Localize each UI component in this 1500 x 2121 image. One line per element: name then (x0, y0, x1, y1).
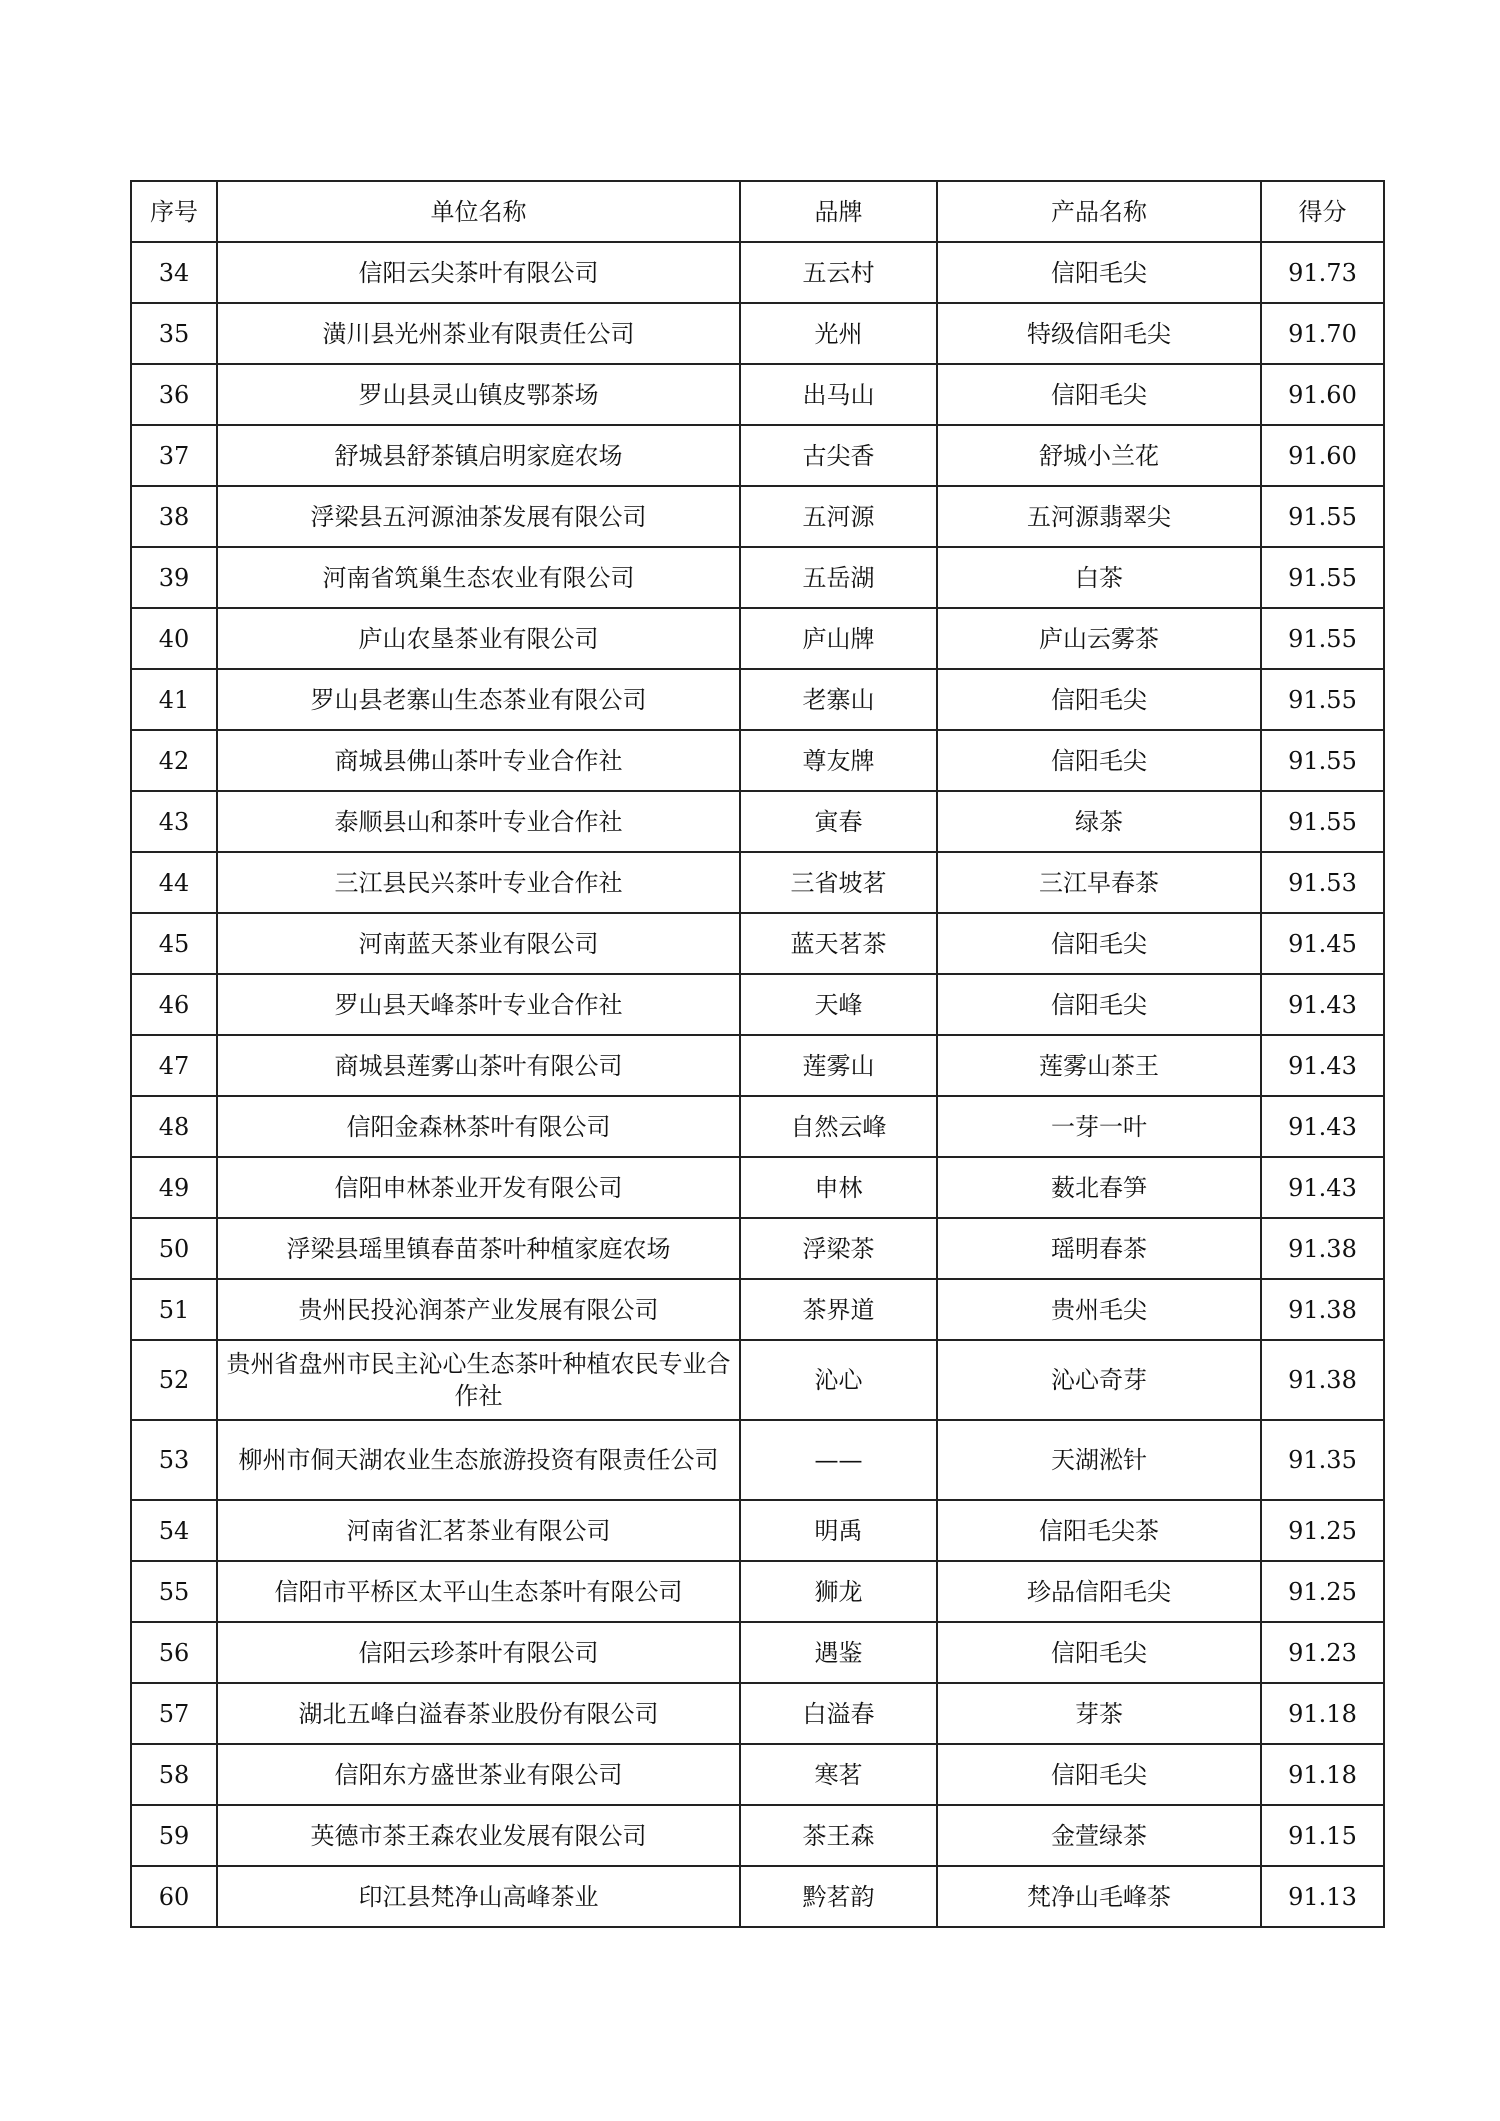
cell-seq: 35 (131, 303, 217, 364)
table-body (131, 242, 1384, 1927)
header-unit-name: 单位名称 (217, 181, 740, 242)
cell-product-name: 信阳毛尖 (937, 364, 1261, 425)
table-row (131, 608, 1384, 669)
header-brand: 品牌 (740, 181, 937, 242)
cell-product-name: 一芽一叶 (937, 1096, 1261, 1157)
table-row (131, 242, 1384, 303)
cell-brand: 申林 (740, 1157, 937, 1218)
cell-seq: 58 (131, 1744, 217, 1805)
cell-seq: 60 (131, 1866, 217, 1927)
header-score: 得分 (1261, 181, 1384, 242)
cell-product-name: 绿茶 (937, 791, 1261, 852)
cell-score: 91.60 (1261, 364, 1384, 425)
cell-score: 91.55 (1261, 730, 1384, 791)
cell-unit-name: 信阳申林茶业开发有限公司 (217, 1157, 740, 1218)
cell-unit-name: 河南省筑巢生态农业有限公司 (217, 547, 740, 608)
cell-unit-name: 罗山县天峰茶叶专业合作社 (217, 974, 740, 1035)
cell-score: 91.55 (1261, 486, 1384, 547)
cell-score: 91.55 (1261, 608, 1384, 669)
table-row (131, 730, 1384, 791)
cell-unit-name: 印江县梵净山高峰茶业 (217, 1866, 740, 1927)
cell-score: 91.43 (1261, 1096, 1384, 1157)
header-seq: 序号 (131, 181, 217, 242)
cell-score: 91.18 (1261, 1683, 1384, 1744)
cell-unit-name: 潢川县光州茶业有限责任公司 (217, 303, 740, 364)
cell-brand: 五云村 (740, 242, 937, 303)
cell-brand: 古尖香 (740, 425, 937, 486)
cell-unit-name: 信阳市平桥区太平山生态茶叶有限公司 (217, 1561, 740, 1622)
table-row (131, 1805, 1384, 1866)
cell-seq: 38 (131, 486, 217, 547)
cell-seq: 34 (131, 242, 217, 303)
cell-brand: 光州 (740, 303, 937, 364)
cell-unit-name: 舒城县舒茶镇启明家庭农场 (217, 425, 740, 486)
cell-brand: 三省坡茗 (740, 852, 937, 913)
cell-product-name: 五河源翡翠尖 (937, 486, 1261, 547)
cell-score: 91.23 (1261, 1622, 1384, 1683)
cell-brand: 出马山 (740, 364, 937, 425)
cell-seq: 48 (131, 1096, 217, 1157)
table-row (131, 303, 1384, 364)
cell-seq: 57 (131, 1683, 217, 1744)
cell-score: 91.55 (1261, 547, 1384, 608)
cell-product-name: 莲雾山茶王 (937, 1035, 1261, 1096)
cell-score: 91.25 (1261, 1561, 1384, 1622)
table-row (131, 547, 1384, 608)
table-row (131, 364, 1384, 425)
cell-unit-name: 柳州市侗天湖农业生态旅游投资有限责任公司 (217, 1420, 740, 1500)
cell-brand: 茶界道 (740, 1279, 937, 1340)
cell-unit-name: 信阳东方盛世茶业有限公司 (217, 1744, 740, 1805)
cell-score: 91.18 (1261, 1744, 1384, 1805)
cell-score: 91.45 (1261, 913, 1384, 974)
cell-score: 91.15 (1261, 1805, 1384, 1866)
cell-seq: 39 (131, 547, 217, 608)
cell-product-name: 薮北春笋 (937, 1157, 1261, 1218)
cell-score: 91.53 (1261, 852, 1384, 913)
table-row (131, 852, 1384, 913)
cell-unit-name: 庐山农垦茶业有限公司 (217, 608, 740, 669)
cell-unit-name: 河南省汇茗茶业有限公司 (217, 1500, 740, 1561)
cell-product-name: 信阳毛尖 (937, 1622, 1261, 1683)
table-row (131, 1744, 1384, 1805)
cell-unit-name: 信阳云尖茶叶有限公司 (217, 242, 740, 303)
cell-brand: 白溢春 (740, 1683, 937, 1744)
cell-unit-name: 贵州民投沁润茶产业发展有限公司 (217, 1279, 740, 1340)
cell-brand: 莲雾山 (740, 1035, 937, 1096)
table-row (131, 1622, 1384, 1683)
cell-unit-name: 三江县民兴茶叶专业合作社 (217, 852, 740, 913)
cell-seq: 41 (131, 669, 217, 730)
cell-seq: 52 (131, 1340, 217, 1420)
cell-seq: 42 (131, 730, 217, 791)
cell-seq: 50 (131, 1218, 217, 1279)
table-row (131, 1340, 1384, 1420)
cell-score: 91.38 (1261, 1340, 1384, 1420)
cell-score: 91.35 (1261, 1420, 1384, 1500)
cell-product-name: 芽茶 (937, 1683, 1261, 1744)
table-row (131, 1500, 1384, 1561)
cell-brand: 遇鉴 (740, 1622, 937, 1683)
cell-seq: 53 (131, 1420, 217, 1500)
table-row (131, 791, 1384, 852)
cell-product-name: 天湖淞针 (937, 1420, 1261, 1500)
cell-seq: 43 (131, 791, 217, 852)
cell-brand: 自然云峰 (740, 1096, 937, 1157)
cell-product-name: 贵州毛尖 (937, 1279, 1261, 1340)
cell-product-name: 信阳毛尖 (937, 730, 1261, 791)
cell-unit-name: 浮梁县五河源油茶发展有限公司 (217, 486, 740, 547)
cell-unit-name: 罗山县老寨山生态茶业有限公司 (217, 669, 740, 730)
cell-score: 91.25 (1261, 1500, 1384, 1561)
cell-unit-name: 信阳云珍茶叶有限公司 (217, 1622, 740, 1683)
cell-brand: 沁心 (740, 1340, 937, 1420)
cell-unit-name: 商城县莲雾山茶叶有限公司 (217, 1035, 740, 1096)
cell-brand: 五岳湖 (740, 547, 937, 608)
cell-product-name: 沁心奇芽 (937, 1340, 1261, 1420)
cell-product-name: 信阳毛尖 (937, 1744, 1261, 1805)
cell-brand: 蓝天茗茶 (740, 913, 937, 974)
cell-unit-name: 罗山县灵山镇皮鄂茶场 (217, 364, 740, 425)
table-row (131, 1218, 1384, 1279)
cell-seq: 44 (131, 852, 217, 913)
cell-score: 91.43 (1261, 1035, 1384, 1096)
cell-score: 91.38 (1261, 1279, 1384, 1340)
cell-score: 91.60 (1261, 425, 1384, 486)
cell-product-name: 珍品信阳毛尖 (937, 1561, 1261, 1622)
cell-unit-name: 浮梁县瑶里镇春苗茶叶种植家庭农场 (217, 1218, 740, 1279)
cell-product-name: 舒城小兰花 (937, 425, 1261, 486)
cell-score: 91.70 (1261, 303, 1384, 364)
cell-unit-name: 泰顺县山和茶叶专业合作社 (217, 791, 740, 852)
cell-seq: 45 (131, 913, 217, 974)
cell-brand: 寅春 (740, 791, 937, 852)
score-table (130, 180, 1385, 1928)
cell-seq: 56 (131, 1622, 217, 1683)
cell-seq: 54 (131, 1500, 217, 1561)
cell-product-name: 信阳毛尖 (937, 974, 1261, 1035)
cell-score: 91.73 (1261, 242, 1384, 303)
cell-product-name: 信阳毛尖 (937, 669, 1261, 730)
table-row (131, 1279, 1384, 1340)
table-row (131, 1866, 1384, 1927)
table-row (131, 1683, 1384, 1744)
cell-seq: 46 (131, 974, 217, 1035)
cell-product-name: 瑶明春茶 (937, 1218, 1261, 1279)
cell-unit-name: 商城县佛山茶叶专业合作社 (217, 730, 740, 791)
table-row (131, 913, 1384, 974)
cell-product-name: 庐山云雾茶 (937, 608, 1261, 669)
cell-brand: 黔茗韵 (740, 1866, 937, 1927)
cell-seq: 37 (131, 425, 217, 486)
table-row (131, 1420, 1384, 1500)
cell-seq: 59 (131, 1805, 217, 1866)
header-row (131, 181, 1384, 242)
table-row (131, 1157, 1384, 1218)
cell-unit-name: 信阳金森林茶叶有限公司 (217, 1096, 740, 1157)
table-row (131, 1096, 1384, 1157)
cell-brand: —— (740, 1420, 937, 1500)
cell-score: 91.55 (1261, 669, 1384, 730)
cell-score: 91.38 (1261, 1218, 1384, 1279)
cell-score: 91.55 (1261, 791, 1384, 852)
cell-score: 91.43 (1261, 974, 1384, 1035)
cell-product-name: 梵净山毛峰茶 (937, 1866, 1261, 1927)
cell-product-name: 三江早春茶 (937, 852, 1261, 913)
table-row (131, 1561, 1384, 1622)
cell-product-name: 金萱绿茶 (937, 1805, 1261, 1866)
cell-seq: 49 (131, 1157, 217, 1218)
cell-unit-name: 英德市茶王森农业发展有限公司 (217, 1805, 740, 1866)
table-row (131, 486, 1384, 547)
cell-product-name: 特级信阳毛尖 (937, 303, 1261, 364)
cell-brand: 尊友牌 (740, 730, 937, 791)
header-product-name: 产品名称 (937, 181, 1261, 242)
cell-brand: 天峰 (740, 974, 937, 1035)
cell-product-name: 信阳毛尖 (937, 913, 1261, 974)
cell-score: 91.13 (1261, 1866, 1384, 1927)
cell-seq: 51 (131, 1279, 217, 1340)
cell-score: 91.43 (1261, 1157, 1384, 1218)
cell-product-name: 信阳毛尖 (937, 242, 1261, 303)
cell-product-name: 白茶 (937, 547, 1261, 608)
table-row (131, 669, 1384, 730)
cell-brand: 五河源 (740, 486, 937, 547)
cell-seq: 55 (131, 1561, 217, 1622)
table-row (131, 1035, 1384, 1096)
cell-brand: 庐山牌 (740, 608, 937, 669)
cell-unit-name: 贵州省盘州市民主沁心生态茶叶种植农民专业合作社 (217, 1340, 740, 1420)
table-row (131, 974, 1384, 1035)
cell-brand: 老寨山 (740, 669, 937, 730)
cell-seq: 40 (131, 608, 217, 669)
cell-brand: 狮龙 (740, 1561, 937, 1622)
cell-unit-name: 河南蓝天茶业有限公司 (217, 913, 740, 974)
cell-seq: 47 (131, 1035, 217, 1096)
cell-seq: 36 (131, 364, 217, 425)
cell-brand: 明禹 (740, 1500, 937, 1561)
cell-brand: 茶王森 (740, 1805, 937, 1866)
cell-brand: 浮梁茶 (740, 1218, 937, 1279)
cell-brand: 寒茗 (740, 1744, 937, 1805)
cell-product-name: 信阳毛尖茶 (937, 1500, 1261, 1561)
cell-unit-name: 湖北五峰白溢春茶业股份有限公司 (217, 1683, 740, 1744)
table-row (131, 425, 1384, 486)
